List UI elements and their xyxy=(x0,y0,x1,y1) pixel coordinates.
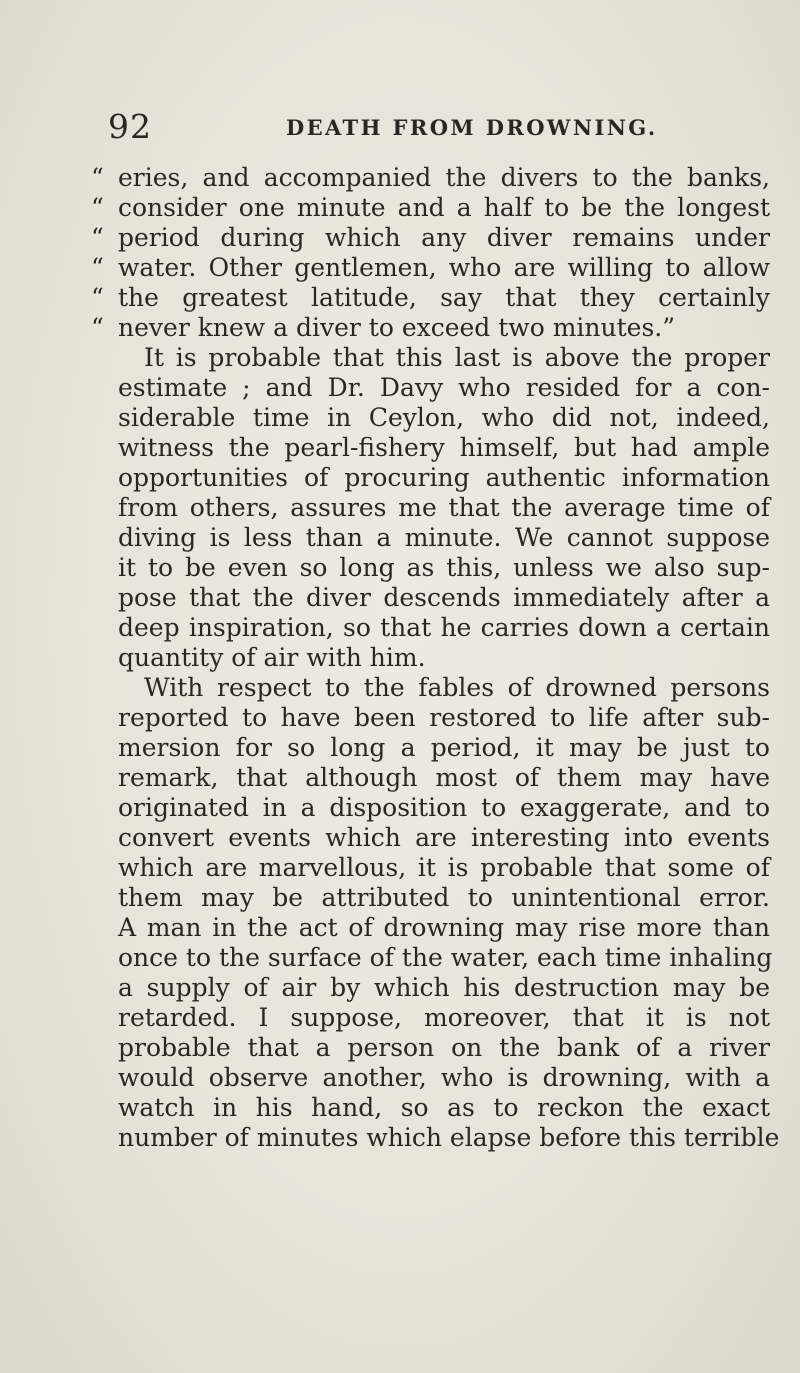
paragraph-2-line: which are marvellous, it is probable that some of xyxy=(118,853,770,882)
quote-mark: “ xyxy=(91,313,104,342)
body-text xyxy=(91,163,780,1153)
paragraph-2-line: mersion for so long a period, it may be just to xyxy=(118,733,770,762)
paragraph-2-line: once to the surface of the water, each time inhaling xyxy=(118,943,773,972)
paragraph-2-line: probable that a person on the bank of a river xyxy=(118,1033,770,1062)
paragraph-1-line: from others, assures me that the average time of xyxy=(118,493,770,522)
paragraph-2-line: reported to have been restored to life after sub- xyxy=(118,703,770,732)
quote-mark: “ xyxy=(91,223,104,252)
quote-line-text: the greatest latitude, say that they certainly xyxy=(118,283,770,312)
running-head: DEATH FROM DROWNING. xyxy=(286,115,658,140)
paragraph-2-line: number of minutes which elapse before this terrible xyxy=(118,1123,780,1152)
paragraph-2-line: watch in his hand, so as to reckon the exact xyxy=(118,1093,770,1122)
quote-mark: “ xyxy=(91,283,104,312)
quote-line xyxy=(91,313,770,343)
paragraph-2-line: A man in the act of drowning may rise more than xyxy=(118,913,770,942)
paragraph-2-line: them may be attributed to unintentional error. xyxy=(118,883,770,912)
paragraph-1-line: witness the pearl-fishery himself, but had ample xyxy=(118,433,770,462)
quote-line xyxy=(91,193,770,223)
paragraph-1-line: opportunities of procuring authentic information xyxy=(118,463,770,492)
quote-line xyxy=(91,223,770,253)
paragraph-2-line: With respect to the fables of drowned persons xyxy=(144,673,770,702)
page-header xyxy=(108,107,768,147)
paragraph-2-line: would observe another, who is drowning, with a xyxy=(118,1063,770,1092)
paragraph-1-line: siderable time in Ceylon, who did not, indeed, xyxy=(118,403,770,432)
quote-line xyxy=(91,163,770,193)
quote-line-text: period during which any diver remains under xyxy=(118,223,770,252)
paragraph-1-line: quantity of air with him. xyxy=(118,643,426,672)
page-number: 92 xyxy=(108,107,152,146)
paragraph-2-line: remark, that although most of them may have xyxy=(118,763,770,792)
quote-line-text: never knew a diver to exceed two minutes.” xyxy=(118,313,675,342)
paragraph-2-line: originated in a disposition to exaggerate, and to xyxy=(118,793,770,822)
paragraph-2-line: convert events which are interesting into events xyxy=(118,823,770,852)
quote-line-text: water. Other gentlemen, who are willing to allow xyxy=(118,253,770,282)
paragraph-2-line: retarded. I suppose, moreover, that it is not xyxy=(118,1003,770,1032)
paragraph-1-line: diving is less than a minute. We cannot suppose xyxy=(118,523,770,552)
quote-line xyxy=(91,283,770,313)
paragraph-2-line: a supply of air by which his destruction may be xyxy=(118,973,770,1002)
paragraph-1-line: it to be even so long as this, unless we also sup- xyxy=(118,553,770,582)
quote-mark: “ xyxy=(91,193,104,222)
quote-mark: “ xyxy=(91,163,104,192)
quote-line xyxy=(91,253,770,283)
quote-line-text: consider one minute and a half to be the longest xyxy=(118,193,770,222)
paragraph-1-line: It is probable that this last is above the proper xyxy=(144,343,770,372)
quote-mark: “ xyxy=(91,253,104,282)
paragraph-1-line: pose that the diver descends immediately after a xyxy=(118,583,770,612)
quote-line-text: eries, and accompanied the divers to the banks, xyxy=(118,163,770,192)
paragraph-1-line: deep inspiration, so that he carries down a certain xyxy=(118,613,770,642)
paragraph-1-line: estimate ; and Dr. Davy who resided for a con- xyxy=(118,373,770,402)
